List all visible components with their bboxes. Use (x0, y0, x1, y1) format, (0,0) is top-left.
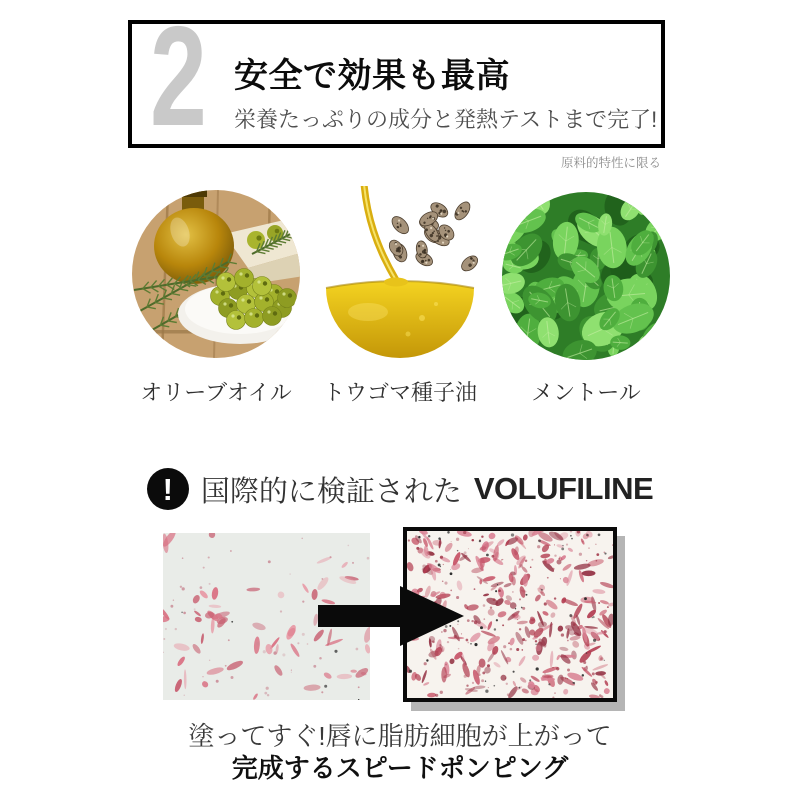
caption-line-1: 塗ってすぐ!唇に脂肪細胞が上がって (188, 721, 612, 751)
ingredient-label: オリーブオイル (140, 380, 292, 405)
disclaimer-note: 原料的特性に限る (560, 156, 661, 170)
step-title: 安全で効果も最高 (234, 57, 510, 95)
volufiline-header (0, 466, 800, 512)
step-subtitle: 栄養たっぷりの成分と発熱テストまで完了! (234, 107, 658, 132)
ingredient-label: メントール (531, 380, 641, 405)
step-banner (128, 0, 665, 156)
step-banner-text (234, 48, 657, 134)
volufiline-text: 国際的に検証された (200, 475, 462, 508)
ingredient-label: トウゴマ種子油 (322, 380, 477, 405)
castor-oil-image (310, 186, 490, 366)
exclamation-icon: ! (147, 468, 189, 510)
step-number: 2 (150, 0, 207, 156)
arrow-right-icon (318, 584, 466, 648)
ingredient-castor-oil (310, 186, 490, 405)
menthol-image (502, 192, 670, 360)
ingredient-menthol (496, 192, 676, 405)
olive-oil-image (132, 190, 300, 358)
ingredient-olive-oil (126, 190, 306, 405)
volufiline-brand: VOLUFILINE (473, 471, 654, 506)
caption-line-2: 完成するスピードポンピング (231, 753, 569, 783)
